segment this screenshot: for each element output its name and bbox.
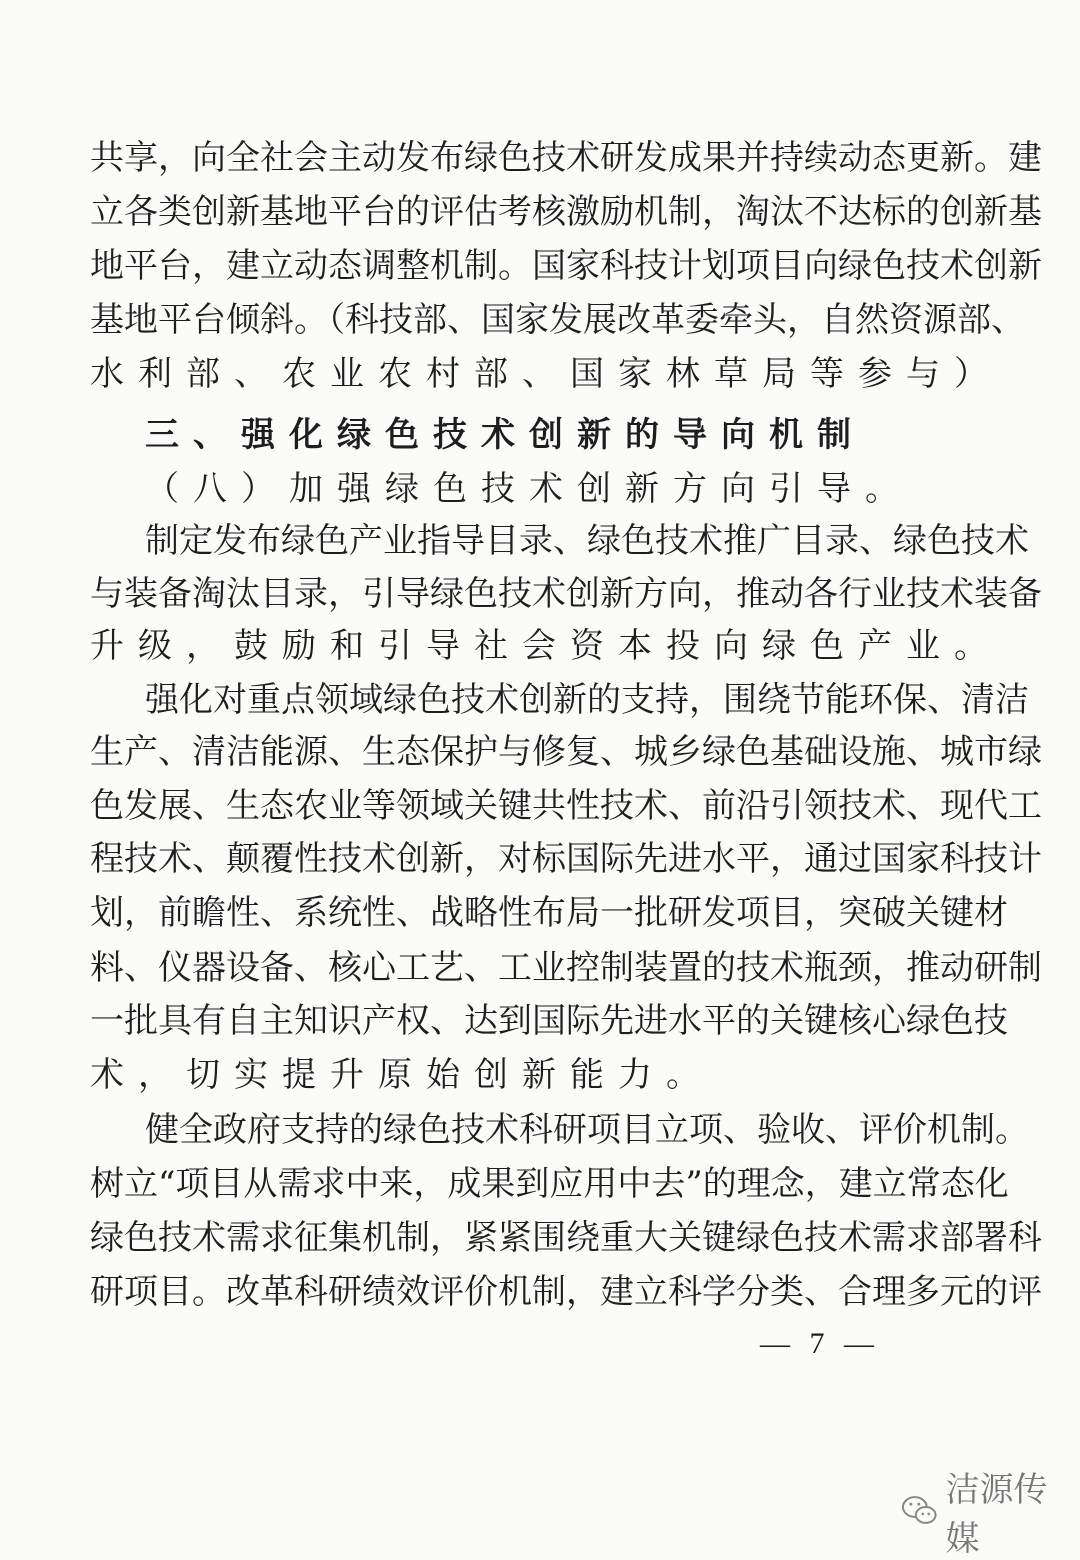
text-line: 制定发布绿色产业指导目录、绿色技术推广目录、绿色技术 xyxy=(145,521,1029,561)
watermark-text: 洁源传媒 xyxy=(945,1470,1048,1559)
text-line: 立各类创新基地平台的评估考核激励机制，淘汰不达标的创新基 xyxy=(90,192,1042,232)
watermark xyxy=(900,1462,1080,1560)
wechat-icon xyxy=(900,1493,940,1529)
text-line: 健全政府支持的绿色技术科研项目立项、验收、评价机制。 xyxy=(145,1110,1029,1150)
text-line: 生产、清洁能源、生态保护与修复、城乡绿色基础设施、城市绿 xyxy=(90,732,1042,772)
section-heading: 三、强化绿色技术创新的导向机制 xyxy=(145,415,865,455)
text-line: 料、仪器设备、核心工艺、工业控制装置的技术瓶颈，推动研制 xyxy=(90,948,1042,988)
text-line: 地平台，建立动态调整机制。国家科技计划项目向绿色技术创新 xyxy=(90,246,1042,286)
text-line: 色发展、生态农业等领域关键共性技术、前沿引领技术、现代工 xyxy=(90,786,1042,826)
subsection-heading: （八）加强绿色技术创新方向引导。 xyxy=(145,469,913,509)
text-line: 树立“项目从需求中来，成果到应用中去”的理念，建立常态化 xyxy=(90,1164,1009,1204)
text-line: 程技术、颠覆性技术创新，对标国际先进水平，通过国家科技计 xyxy=(90,839,1042,879)
text-line: 术，切实提升原始创新能力。 xyxy=(90,1055,714,1095)
text-line: 划，前瞻性、系统性、战略性布局一批研发项目，突破关键材 xyxy=(90,893,1008,933)
text-line: 一批具有自主知识产权、达到国际先进水平的关键核心绿色技 xyxy=(90,1001,1008,1041)
page-number: — 7 — xyxy=(760,1327,880,1360)
text-line: 水利部、农业农村部、国家林草局等参与） xyxy=(90,354,1002,394)
text-line: 强化对重点领域绿色技术创新的支持，围绕节能环保、清洁 xyxy=(145,680,1029,720)
text-line: 与装备淘汰目录，引导绿色技术创新方向，推动各行业技术装备 xyxy=(90,574,1042,614)
text-line: 升级，鼓励和引导社会资本投向绿色产业。 xyxy=(90,626,1002,666)
text-line: 共享，向全社会主动发布绿色技术研发成果并持续动态更新。建 xyxy=(90,138,1042,178)
text-line: 研项目。改革科研绩效评价机制，建立科学分类、合理多元的评 xyxy=(90,1272,1042,1312)
text-line: 基地平台倾斜。（科技部、国家发展改革委牵头，自然资源部、 xyxy=(90,300,1025,340)
text-line: 绿色技术需求征集机制，紧紧围绕重大关键绿色技术需求部署科 xyxy=(90,1218,1042,1258)
